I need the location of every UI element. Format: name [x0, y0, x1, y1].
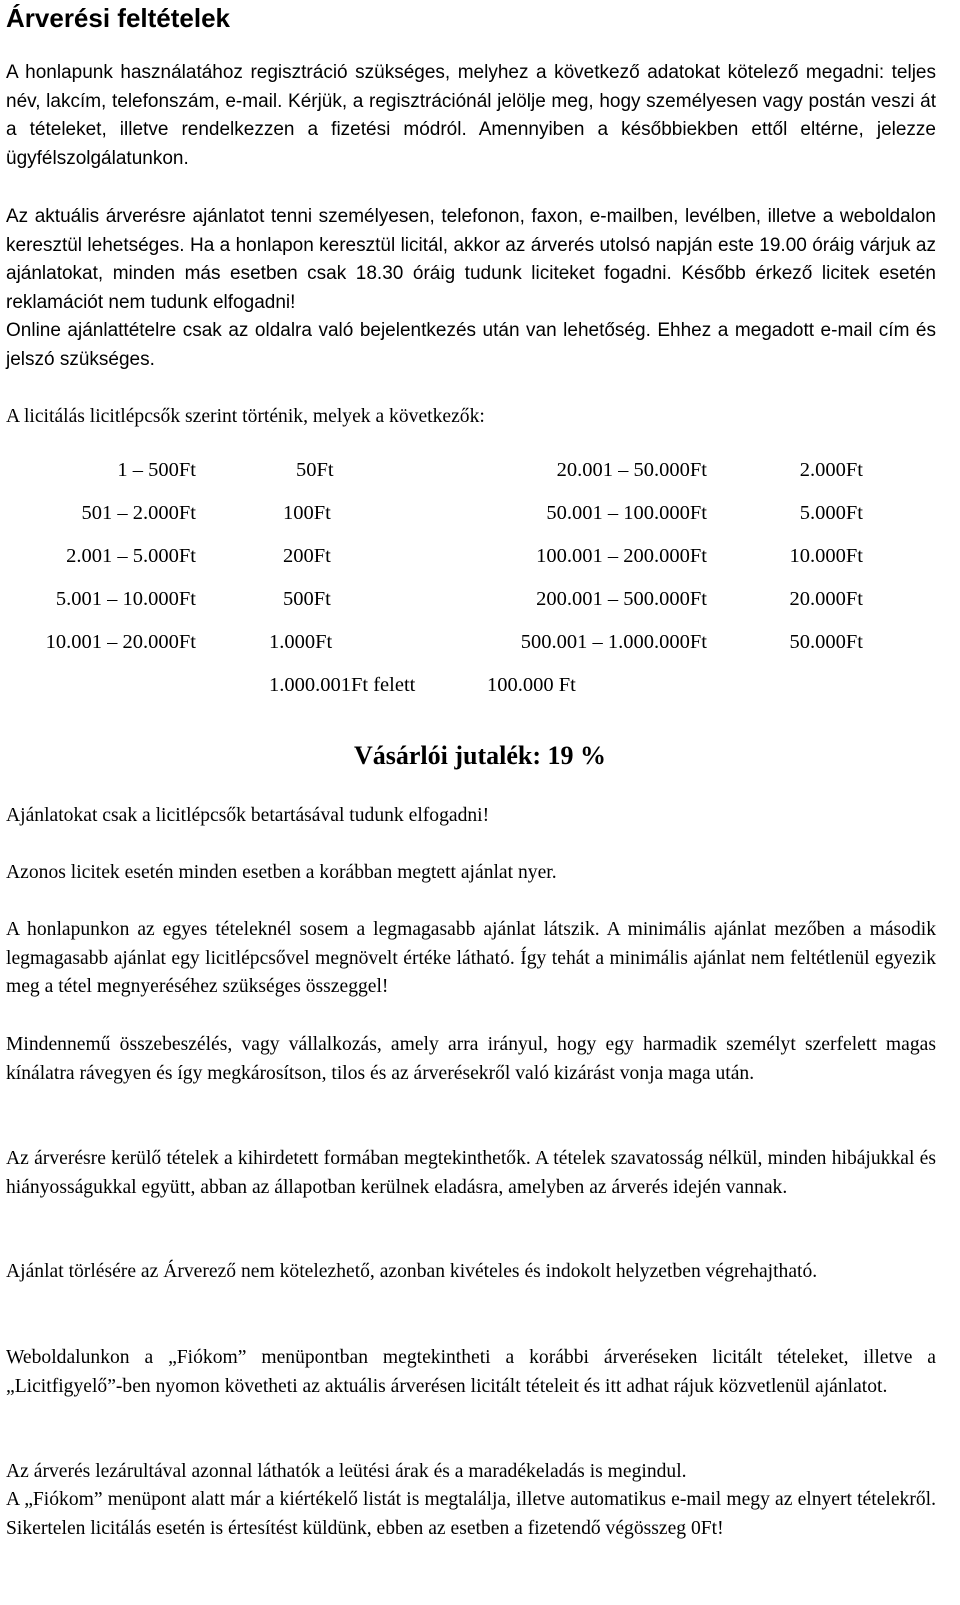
equal-bids-paragraph: Azonos licitek esetén minden esetben a korábban megtett ajánlat nyer.	[6, 862, 557, 883]
bid-step-increment: 2.000Ft	[799, 459, 863, 481]
bid-step-increment: 100.000 Ft	[487, 674, 576, 696]
bid-step-increment: 20.000Ft	[789, 588, 863, 610]
bidding-methods-paragraph: Az aktuális árverésre ajánlatot tenni személyesen, telefonon, faxon, e-mailben, levélben, illetve a weboldalon keresztül lehetséges. Ha a honlapon keresztül licitál, akkor az árverés utolsó napján este 19.00 óráig várjuk az ajánlatokat, minden más esetben csak 18.30 óráig tudunk liciteket fogadni. Később érkező licitek esetén reklamációt nem tudunk elfogadni!	[6, 206, 936, 313]
bid-step-increment: 200Ft	[283, 545, 331, 567]
bid-step-range: 1 – 500Ft	[117, 459, 196, 481]
bid-step-range: 10.001 – 20.000Ft	[45, 631, 196, 653]
bid-step-range: 50.001 – 100.000Ft	[546, 502, 707, 524]
buyer-commission-heading: Vásárlói jutalék: 19 %	[353, 741, 607, 770]
collusion-paragraph: Mindennemű összebeszélés, vagy vállalkozás, amely arra irányul, hogy egy harmadik személyt szerfelett magas kínálatra rávegyen és így megkárosítson, tilos és az árverésekről való kizárást vonja maga után.	[6, 1034, 936, 1084]
results-paragraph-b: A „Fiókom” menüpont alatt már a kiértékelő listát is megtalálja, illetve automatikus e-mail megy az elnyert tételekről. Sikertelen licitálás esetén is értesítést küldünk, ebben az esetben a fizetendő végösszeg 0Ft!	[6, 1489, 936, 1539]
bid-step-increment: 100Ft	[283, 502, 331, 524]
minimum-bid-paragraph: A honlapunkon az egyes tételeknél sosem a legmagasabb ajánlat látszik. A minimális ajánlat mezőben a második legmagasabb ajánlat egy licitlépcsővel megnövelt értéke látható. Így tehát a minimális ajánlat nem feltétlenül egyezik meg a tétel megnyeréséhez szükséges összeggel!	[6, 919, 936, 998]
bid-steps-intro: A licitálás licitlépcsők szerint történik, melyek a következők:	[6, 406, 485, 427]
bid-step-range: 500.001 – 1.000.000Ft	[520, 631, 707, 653]
bid-step-range: 5.001 – 10.000Ft	[55, 588, 196, 610]
bid-step-range: 2.001 – 5.000Ft	[66, 545, 196, 567]
bid-step-increment: 500Ft	[283, 588, 331, 610]
bid-step-range: 100.001 – 200.000Ft	[536, 545, 707, 567]
bid-deletion-paragraph: Ajánlat törlésére az Árverező nem kötelezhető, azonban kivételes és indokolt helyzetben végrehajtható.	[6, 1261, 818, 1282]
bid-step-range: 1.000.001Ft felett	[269, 674, 416, 696]
page-title: Árverési feltételek	[6, 3, 231, 33]
bid-steps-only-paragraph: Ajánlatokat csak a licitlépcsők betartásával tudunk elfogadni!	[6, 805, 490, 826]
items-condition-paragraph: Az árverésre kerülő tételek a kihirdetett formában megtekinthetők. A tételek szavatosság nélkül, minden hibájukkal és hiányosságukkal együtt, abban az állapotban kerülnek eladásra, amelyben az árverés idején vannak.	[6, 1148, 936, 1198]
bid-step-range: 501 – 2.000Ft	[81, 502, 196, 524]
registration-paragraph: A honlapunk használatához regisztráció szükséges, melyhez a következő adatokat kötelező megadni: teljes név, lakcím, telefonszám, e-mail. Kérjük, a regisztrációnál jelölje meg, hogy személyesen vagy postán veszi át a tételeket, illetve rendelkezzen a fizetési módról. Amennyiben a későbbiekben ettől eltérne, jelezze ügyfélszolgálatunkon.	[6, 62, 936, 169]
bid-step-range: 200.001 – 500.000Ft	[536, 588, 707, 610]
online-bidding-paragraph: Online ajánlattételre csak az oldalra való bejelentkezés után van lehetőség. Ehhez a megadott e-mail cím és jelszó szükséges.	[6, 320, 936, 370]
bid-step-range: 20.001 – 50.000Ft	[556, 459, 707, 481]
bid-step-increment: 10.000Ft	[789, 545, 863, 567]
account-paragraph: Weboldalunkon a „Fiókom” menüpontban megtekintheti a korábbi árveréseken licitált tételeket, illetve a „Licitfigyelő”-ben nyomon követheti az aktuális árverésen licitált tételeit és itt adhat rájuk közvetlenül ajánlatot.	[6, 1347, 936, 1397]
bid-step-increment: 50Ft	[296, 459, 334, 481]
bid-step-increment: 1.000Ft	[269, 631, 333, 653]
bid-step-increment: 5.000Ft	[799, 502, 863, 524]
bid-step-increment: 50.000Ft	[789, 631, 863, 653]
results-paragraph-a: Az árverés lezárultával azonnal láthatók a leütési árak és a maradékeladás is megindul.	[6, 1461, 687, 1482]
